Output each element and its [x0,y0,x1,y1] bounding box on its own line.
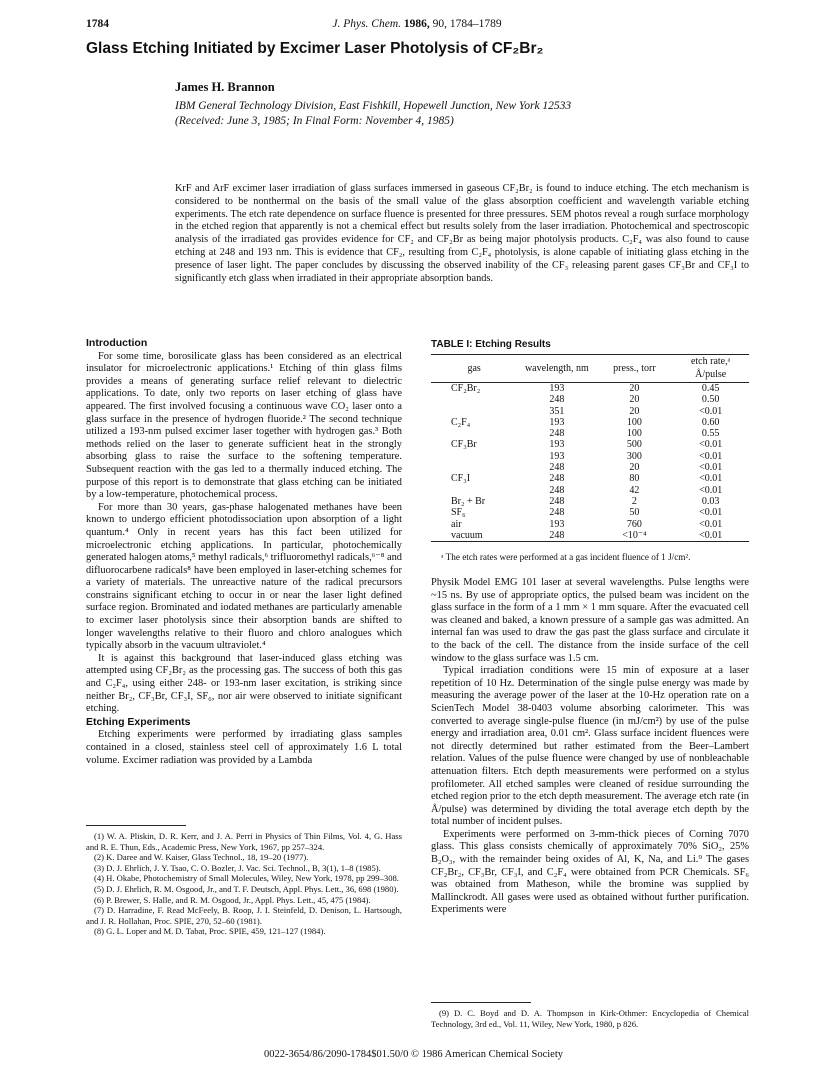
table-cell: 248 [517,530,596,542]
table-cell: 0.60 [701,416,720,428]
page-number: 1784 [86,18,109,30]
intro-heading: Introduction [86,337,148,349]
table-cell: 248 [549,495,565,507]
author: James H. Brannon [175,80,275,94]
received-dates: (Received: June 3, 1985; In Final Form: November 4, 1985) [175,114,454,127]
footnote-rule [86,825,186,826]
table-cell: 0.45 [701,383,720,394]
table-cell: 193 [549,439,565,451]
table-cell: 0.55 [701,428,720,440]
table-cell: 2 [631,495,637,507]
right-paragraph-3: Experiments were performed on 3-mm-thick pieces of Corning 7070 glass. This glass consists chemically of approximately 70% SiO₂, 25% B₂O₃, with the remainder being oxides of Al, K, Na, and Li.⁹ The gases CF₂Br₂, CF₃Br, CF₃I, and C₂F₄ were obtained from PCR Chemicals. SF₆ was obtained from Matheson, while the bromine was supplied by Mallinckrodt. All gases were used as obtained without further purification. Experiments were [431,828,749,916]
right-paragraph-1: Physik Model EMG 101 laser at several wavelengths. Pulse lengths were ~15 ns. By use of appropriate optics, the pulsed beam was incident on the glass surface in the form of a 1 mm × 1 mm square. After the evacuated cell was cleaned and baked, a known pressure of a sample gas was admitted. An internal fan was used to draw the gas past the glass surface and circulate it to the back of the cell. The distance from the inside surface of the cell window to the glass surface was 1.5 cm. [431,577,749,664]
table-cell [431,485,517,496]
table-header-row [431,355,749,383]
journal-volume: 90, 1784–1789 [432,18,502,30]
table-cell: <0.01 [699,462,723,474]
table-row [431,530,749,542]
table-row [431,462,749,473]
table-row [431,519,749,530]
table-cell: 0.03 [701,495,720,507]
table-cell: 20 [629,405,640,417]
table-row [431,451,749,462]
table-cell: 760 [626,518,642,530]
table-cell [431,428,517,439]
right-paragraph-2: Typical irradiation conditions were 15 min of exposure at a laser repetition of 10 Hz. Determination of the single pulse energy was made by measuring the average power of the laser at the 10-Hz operation rate on a ScienTech Model 38-0403 volume absorbing calorimeter. This was converted to average single-pulse fluence (in mJ/cm²) by use of the pulse energy and irradiation area, 0.01 cm². Glass surface incident fluences were not directly determined but rather estimated from the Beer–Lambert relation. Values of the pulse fluence were changed by use of nonbleachable attenuation filters. Etch depth measurements were performed on a stylus profilometer. All etched samples were cleaned of residue surrounding the etched region prior to the etch depth measurement. The average etch rate (in Å/pulse) was determined by dividing the total average etch depth by the total number of incident pulses. [431,665,749,828]
footnotes-left [86,831,402,937]
table-cell: <0.01 [699,507,723,519]
table-cell: 193 [549,416,565,428]
table-cell: 193 [549,383,565,394]
table-cell: <0.01 [699,484,723,496]
table-cell: <0.01 [699,518,723,530]
table-cell: <10⁻⁴ [597,530,673,542]
footnote: (7) D. Harradine, F. Read McFeely, B. Roop, J. I. Steinfeld, D. Denison, L. Hartsough, and J. R. Hollahan, Proc. SPIE, 270, 52–60 (1981). [86,905,402,926]
table-cell: 248 [549,428,565,440]
footnote: (8) G. L. Loper and M. D. Tabat, Proc. SPIE, 459, 121–127 (1984). [94,926,326,937]
footnote: (6) P. Brewer, S. Halle, and R. M. Osgood, Jr., Appl. Phys. Lett., 45, 475 (1984). [94,894,371,905]
etching-heading: Etching Experiments [86,715,191,728]
table-cell [431,394,517,405]
footnote: (4) H. Okabe, Photochemistry of Small Molecules, Wiley, New York, 1978, pp 299–308. [94,873,399,884]
journal-name: J. Phys. Chem. [332,18,402,30]
left-column [86,337,402,767]
page-footer: 0022-3654/86/2090-1784$01.50/0 © 1986 American Chemical Society [263,1049,564,1060]
table-cell: 100 [626,428,642,440]
table-cell: 80 [629,473,640,485]
table-row [431,428,749,439]
table-cell: 0.50 [701,394,720,406]
intro-paragraph-3: It is against this background that laser-induced glass etching was attempted using CF₂Br₂ as the processing gas. The success of both this gas and C₂F₄, using either 248- or 193-nm laser excitation, is striking since neither Br₂, CF₃Br, CF₃I, SF₆, nor air were observed to initiate significant etching. [86,652,402,715]
footnote-rule [431,1002,531,1003]
table-cell: air [451,518,462,530]
table-cell [431,406,517,417]
table-cell: 248 [549,462,565,474]
table-header: wavelength, nm [517,355,596,383]
table-row [431,473,749,484]
table-body [431,383,749,542]
table-cell: vacuum [431,530,517,542]
table-cell: 500 [626,439,642,451]
table-row [431,439,749,450]
paper-title: Glass Etching Initiated by Excimer Laser Photolysis of CF₂Br₂ [86,40,544,57]
table-row [431,485,749,496]
footnote: (3) D. J. Ehrlich, J. Y. Tsao, C. O. Bozler, J. Vac. Sci. Technol., B, 3(1), 1–8 (1985). [94,862,381,873]
table-cell: 20 [629,462,640,474]
table-cell: 248 [549,394,565,406]
table-cell: 50 [629,507,640,519]
table-cell: 20 [629,383,640,394]
table-cell: 20 [629,394,640,406]
intro-paragraph-1: For some time, borosilicate glass has been considered as an electrical insulator for microelectronic applications.¹ Etching of thin glass films provides a means of generating surface relief relevant to dielectric applications. To date, only two reports on laser etching of glass have appeared. The first involved focusing a continuous wave CO₂ laser onto a glass surface in the presence of hydrogen fluoride.² The second technique utilized a 193-nm pulsed excimer laser together with hydrogen gas.³ Both methods relied on the laser to generate sufficient heat in the strongly absorbing glass to raise the surface to the softening temperature. Subsequent reaction with the gas led to a thermally induced etching. The purpose of this report is to demonstrate that glass etching can be initiated by a low-temperature, photochemical process. [86,350,402,501]
table-header: gas [431,355,517,383]
table-cell: 193 [549,518,565,530]
footnote: (9) D. C. Boyd and D. A. Thompson in Kirk-Othmer: Encyclopedia of Chemical Technology, 3rd ed., Vol. 11, Wiley, New York, 1980, p 826. [431,1008,749,1029]
table-row [431,394,749,405]
table-row [431,417,749,428]
table-cell: 300 [626,450,642,462]
footnote: (1) W. A. Pliskin, D. R. Kerr, and J. A. Perri in Physics of Thin Films, Vol. 4, G. Hass and R. E. Thun, Eds., Academic Press, New York, 1967, pp 257–324. [86,831,402,852]
table-cell: SF₆ [451,507,466,519]
table-cell: 100 [626,416,642,428]
table-cell: 193 [549,450,565,462]
table-title: TABLE I: Etching Results [431,339,551,350]
table-cell: 248 [549,473,565,485]
table-cell: 248 [549,507,565,519]
table-cell: CF₃Br [451,439,477,451]
affiliation: IBM General Technology Division, East Fishkill, Hopewell Junction, New York 12533 [175,100,572,112]
table-row [431,406,749,417]
etching-results-table [431,354,749,542]
table-header: press., torr [597,355,673,383]
etching-paragraph-1: Etching experiments were performed by irradiating glass samples contained in a closed, stainless steel cell of approximately 1.6 L total volume. Excimer radiation was provided by a Lambda [86,729,402,766]
table-header: etch rate,ᵃ Å/pulse [672,355,749,383]
table-cell: <0.01 [672,530,749,542]
table-cell: Br₂ + Br [451,495,486,507]
footnote: (2) K. Daree and W. Kaiser, Glass Technol., 18, 19–20 (1977). [94,852,309,863]
table-cell: <0.01 [699,405,723,417]
affiliation-block [175,99,735,128]
footnotes-right [431,1008,749,1029]
abstract: KrF and ArF excimer laser irradiation of glass surfaces immersed in gaseous CF₂Br₂ is found to induce etching. The etch mechanism is considered to be nonthermal on the basis of the small value of the glass absorption coefficient and wavelength variable etching experiments. The etch rate dependence on surface fluence is presented for three pressures. SEM photos reveal a rough surface morphology in the etched region that apparently is not a chemical effect but results solely from the laser irradiation. Photochemical and spectroscopic analysis of the irradiated gas provides evidence for CF₂ and CF₂Br as being major photolysis products. C₂F₄ was also found to cause etching at 248 and 193 nm. This is evidence that CF₂, resulting from C₂F₄ photolysis, is alone capable of initiating glass etching in the presence of laser light. The paper concludes by discussing the observed inability of the CF₃ releasing parent gases CF₃Br and CF₃I to significantly etch glass when irradiated in their appropriate absorption bands. [175,183,749,284]
table-cell: <0.01 [699,450,723,462]
table-cell: 248 [549,484,565,496]
table-note: ᵃ The etch rates were performed at a gas incident fluence of 1 J/cm². [441,552,691,562]
table-cell: 42 [629,484,640,496]
journal-year: 1986, [403,18,430,30]
table-cell: 351 [549,405,565,417]
table-row [431,496,749,507]
intro-paragraph-2: For more than 30 years, gas-phase halogenated methanes have been known to undergo efficient photodissociation upon absorption of a light quantum.⁴ Only in recent years has this fact been utilized for microelectronic etching applications. In particular, photochemically generated halogen atoms,⁵ methyl radicals,⁶ trifluoromethyl radicals,⁶⁻⁸ and difluorocarbene radicals⁸ have been employed in laser-etching schemes for a variety of materials. The unreactive nature of the radical precursors constrains significant etching to occur in or near the laser light defined surface region. Brominated and iodated methanes are particularly amenable to excimer laser photolysis since their absorption bands are shifted to longer wavelengths relative to their fluoro and chloro analogues which typically absorb in the vacuum ultraviolet.⁴ [86,501,403,652]
table-cell: <0.01 [699,439,723,451]
table-row [431,507,749,518]
table-cell: <0.01 [699,473,723,485]
table-cell [431,462,517,473]
table-cell: CF₃I [451,473,471,485]
footnote: (5) D. J. Ehrlich, R. M. Osgood, Jr., and T. F. Deutsch, Appl. Phys. Lett., 36, 698 (1980). [94,883,399,894]
table-row [431,383,749,395]
table-cell: CF₂Br₂ [451,383,481,394]
table-cell: C₂F₄ [451,416,471,428]
journal-citation [86,18,748,30]
right-column [431,577,749,917]
table-cell [431,451,517,462]
